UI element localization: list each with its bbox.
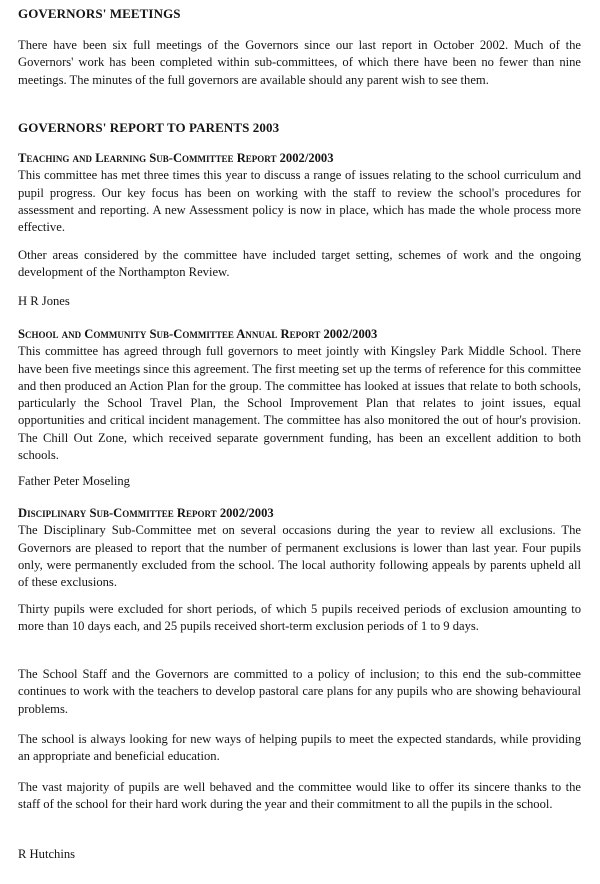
disciplinary-paragraph-2: Thirty pupils were excluded for short periods, of which 5 pupils received periods of exclusion amounting to more than 10 days each, and 25 pupils received short-term exclusion periods of 1 to 9 days. [18, 602, 581, 634]
teaching-learning-paragraph-1: This committee has met three times this year to discuss a range of issues relating to the school curriculum and pupil progress. Our key focus has been on working with the staff to review the school's procedures for assessment and reporting. A new Assessment policy is now in place, which has made the whole process more effective. [18, 168, 581, 235]
disciplinary-signature: R Hutchins [18, 847, 76, 861]
teaching-learning-heading: Teaching and Learning Sub-Committee Report 2002/2003 [18, 151, 334, 165]
school-community-heading: School and Community Sub-Committee Annual Report 2002/2003 [18, 327, 378, 341]
school-community-signature: Father Peter Moseling [18, 474, 130, 488]
disciplinary-paragraph-3: The School Staff and the Governors are committed to a policy of inclusion; to this end the sub-committee continues to work with the teachers to develop pastoral care plans for any pupils who are showing behavioural problems. [18, 667, 581, 716]
report-to-parents-heading: GOVERNORS' REPORT TO PARENTS 2003 [18, 120, 280, 135]
disciplinary-paragraph-5: The vast majority of pupils are well behaved and the committee would like to offer its sincere thanks to the staff of the school for their hard work during the year and their commitment to all the pupils in the school. [18, 780, 581, 812]
disciplinary-heading: Disciplinary Sub-Committee Report 2002/2003 [18, 506, 274, 520]
governors-meetings-heading: GOVERNORS' MEETINGS [18, 6, 181, 21]
governors-meetings-paragraph: There have been six full meetings of the Governors since our last report in October 2002. Much of the Governors' work has been completed within sub-committees, of which there have been no fewer than nine meetings. The minutes of the full governors are available should any parent wish to see them. [18, 38, 581, 87]
teaching-learning-signature: H R Jones [18, 294, 70, 308]
disciplinary-section [18, 505, 581, 591]
disciplinary-paragraph-1: The Disciplinary Sub-Committee met on several occasions during the year to review all exclusions. The Governors are pleased to report that the number of permanent exclusions is lower than last year. Four pupils only, were permanently excluded from the school. The local authority following appeals by parents upheld all of these exclusions. [18, 523, 581, 590]
school-community-paragraph: This committee has agreed through full governors to meet jointly with Kingsley Park Middle School. There have been five meetings since this agreement. The first meeting set up the terms of reference for this committee and then produced an Action Plan for the group. The committee has looked at issues that relate to both schools, particularly the School Travel Plan, the School Improvement Plan that relates to joint issues, equal opportunities and critical incident management. The committee has also monitored the out of hour's provision. The Chill Out Zone, which received separate government funding, has been an excellent addition to both schools. [18, 344, 581, 463]
school-community-section [18, 326, 581, 464]
disciplinary-paragraph-4: The school is always looking for new ways of helping pupils to meet the expected standards, while providing an appropriate and beneficial education. [18, 732, 581, 764]
teaching-learning-section [18, 150, 581, 236]
teaching-learning-paragraph-2: Other areas considered by the committee have included target setting, schemes of work and the ongoing development of the Northampton Review. [18, 248, 581, 280]
